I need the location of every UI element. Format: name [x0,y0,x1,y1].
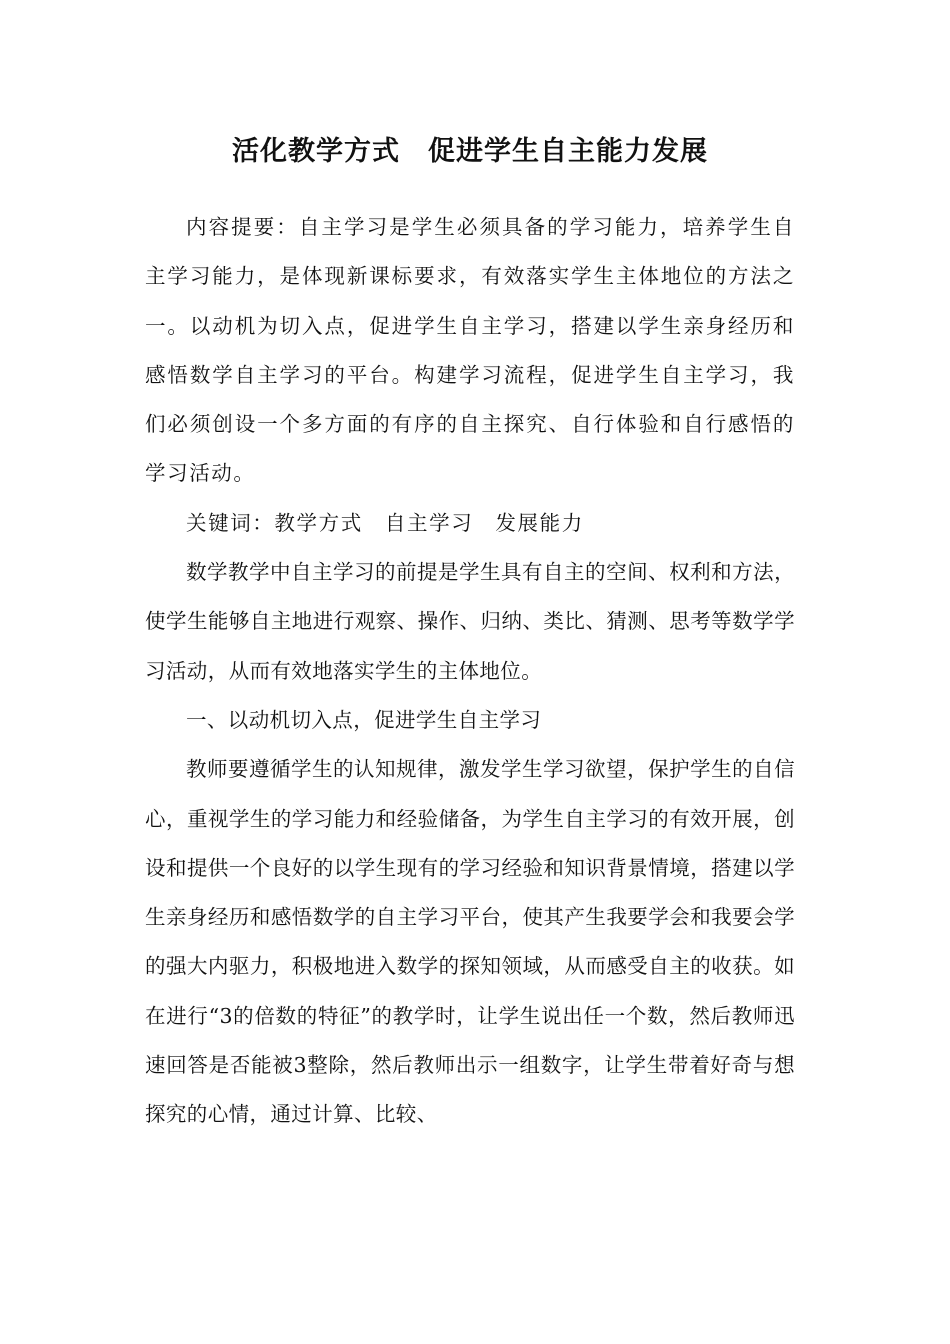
body-paragraph: 教师要遵循学生的认知规律，激发学生学习欲望，保护学生的自信心，重视学生的学习能力和经验储备，为学生自主学习的有效开展，创设和提供一个良好的以学生现有的学习经验和知识背景情境，搭建以学生亲身经历和感悟数学的自主学习平台，使其产生我要学会和我要会学的强大内驱力，积极地进入数学的探知领域，从而感受自主的收获。如在进行“3的倍数的特征”的教学时，让学生说出任一个数，然后教师迅速回答是否能被3整除，然后教师出示一组数字，让学生带着好奇与想探究的心情，通过计算、比较、 [145,757,795,1127]
document-body [145,203,795,1140]
abstract-paragraph: 内容提要：自主学习是学生必须具备的学习能力，培养学生自主学习能力，是体现新课标要求，有效落实学生主体地位的方法之一。以动机为切入点，促进学生自主学习，搭建以学生亲身经历和感悟数学自主学习的平台。构建学习流程，促进学生自主学习，我们必须创设一个多方面的有序的自主探究、自行体验和自行感悟的学习活动。 [145,215,795,486]
keywords-paragraph: 关键词：教学方式 自主学习 发展能力 [186,510,584,535]
document-title: 活化教学方式 促进学生自主能力发展 [232,136,708,167]
intro-paragraph: 数学教学中自主学习的前提是学生具有自主的空间、权利和方法，使学生能够自主地进行观察、操作、归纳、类比、猜测、思考等数学学习活动，从而有效地落实学生的主体地位。 [145,560,795,683]
section-heading: 一、以动机切入点，促进学生自主学习 [186,707,542,732]
